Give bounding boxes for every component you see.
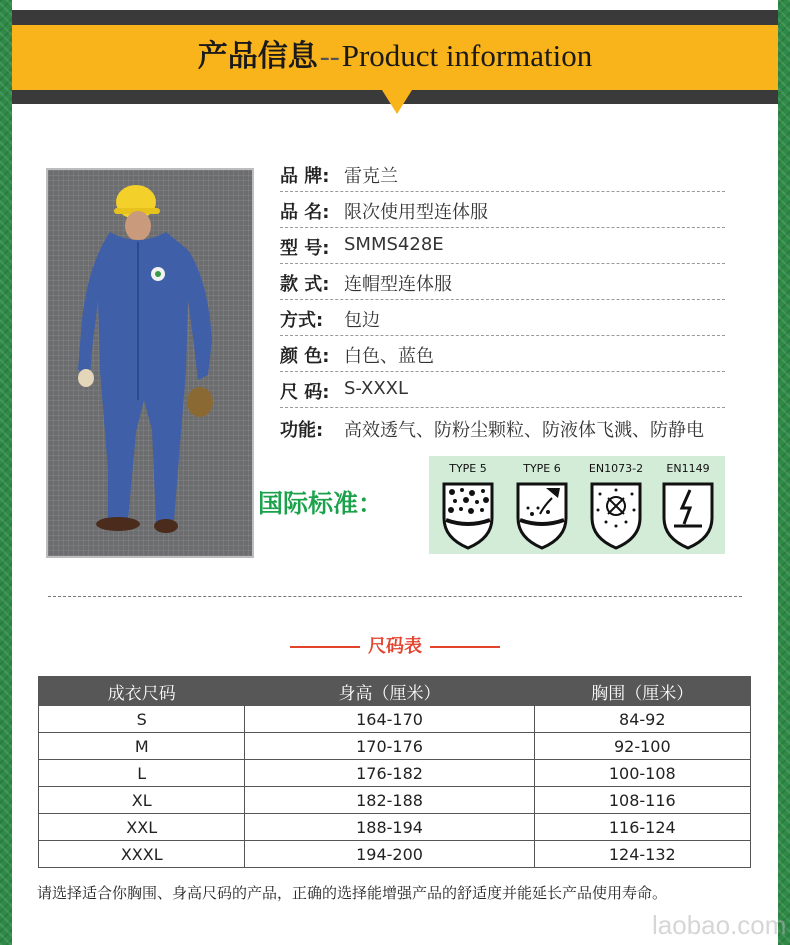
standard-label: EN1149 xyxy=(666,462,710,475)
cell-height: 194-200 xyxy=(245,841,534,868)
table-header-row xyxy=(39,677,751,706)
particle-shield-icon xyxy=(440,480,496,550)
table-row xyxy=(39,787,751,814)
table-row xyxy=(39,706,751,733)
section-title xyxy=(12,36,778,77)
watermark: laobao.com xyxy=(652,910,787,940)
info-label: 方式: xyxy=(280,310,324,331)
standard-en1073-2 xyxy=(581,462,651,552)
standard-type5 xyxy=(433,462,503,552)
cell-chest: 116-124 xyxy=(534,814,750,841)
info-row-function xyxy=(280,410,760,446)
section-divider xyxy=(48,596,742,597)
section-title-cn: 产品信息 xyxy=(197,39,318,74)
info-row-brand xyxy=(280,156,725,192)
info-value: 雷克兰 xyxy=(344,166,398,187)
info-value: 白色、蓝色 xyxy=(344,346,434,367)
table-row xyxy=(39,760,751,787)
cell-chest: 92-100 xyxy=(534,733,750,760)
info-value: SMMS428E xyxy=(344,234,444,255)
info-value: 限次使用型连体服 xyxy=(344,202,488,223)
size-chart-title-text: 尺码表 xyxy=(368,636,422,657)
cell-size: S xyxy=(39,706,245,733)
info-value: 高效透气、防粉尘颗粒、防液体飞溅、防静电 xyxy=(344,420,704,441)
title-line-left xyxy=(290,646,360,648)
info-value: 连帽型连体服 xyxy=(344,274,452,295)
info-row-style xyxy=(280,264,725,300)
header-chest: 胸围（厘米） xyxy=(534,677,750,706)
section-title-dash: -- xyxy=(319,40,340,73)
cell-height: 188-194 xyxy=(245,814,534,841)
standard-type6 xyxy=(507,462,577,552)
cell-size: XXL xyxy=(39,814,245,841)
section-title-en: Product information xyxy=(341,38,593,73)
info-row-model xyxy=(280,228,725,264)
cell-size: M xyxy=(39,733,245,760)
standards-title: 国际标准： xyxy=(258,489,384,518)
info-label: 品 牌: xyxy=(280,166,330,187)
info-value: 包边 xyxy=(344,310,380,331)
page xyxy=(12,0,787,945)
info-label: 功能: xyxy=(280,420,324,441)
table-row xyxy=(39,733,751,760)
cell-size: L xyxy=(39,760,245,787)
cell-height: 182-188 xyxy=(245,787,534,814)
product-image xyxy=(46,168,254,558)
size-chart-title xyxy=(12,632,778,658)
header-size: 成衣尺码 xyxy=(39,677,245,706)
header-height: 身高（厘米） xyxy=(245,677,534,706)
size-table xyxy=(38,676,751,868)
info-label: 尺 码: xyxy=(280,382,330,403)
info-row-color xyxy=(280,336,725,372)
info-label: 品 名: xyxy=(280,202,330,223)
radioactive-particle-shield-icon xyxy=(588,480,644,550)
cell-size: XL xyxy=(39,787,245,814)
header-arrow-icon xyxy=(382,90,412,114)
cell-chest: 108-116 xyxy=(534,787,750,814)
title-line-right xyxy=(430,646,500,648)
splash-shield-icon xyxy=(514,480,570,550)
standard-en1149 xyxy=(653,462,723,552)
info-row-method xyxy=(280,300,725,336)
info-value: S-XXXL xyxy=(344,378,409,399)
antistatic-shield-icon xyxy=(660,480,716,550)
info-label: 颜 色: xyxy=(280,346,330,367)
cell-size: XXXL xyxy=(39,841,245,868)
info-label: 款 式: xyxy=(280,274,330,295)
header-top-band xyxy=(12,10,778,25)
info-row-size xyxy=(280,372,725,408)
coverall-figure xyxy=(48,170,252,556)
cell-chest: 100-108 xyxy=(534,760,750,787)
standard-label: EN1073-2 xyxy=(588,462,644,475)
cell-height: 164-170 xyxy=(245,706,534,733)
cell-height: 170-176 xyxy=(245,733,534,760)
standards-panel xyxy=(429,456,725,554)
cell-height: 176-182 xyxy=(245,760,534,787)
cell-chest: 124-132 xyxy=(534,841,750,868)
standard-label: TYPE 6 xyxy=(523,462,561,475)
table-row xyxy=(39,814,751,841)
cell-chest: 84-92 xyxy=(534,706,750,733)
info-row-product-name xyxy=(280,192,725,228)
info-label: 型 号: xyxy=(280,238,330,259)
sizing-note: 请选择适合你胸围、身高尺码的产品，正确的选择能增强产品的舒适度并能延长产品使用寿命。 xyxy=(37,884,668,902)
standard-label: TYPE 5 xyxy=(449,462,487,475)
table-row xyxy=(39,841,751,868)
